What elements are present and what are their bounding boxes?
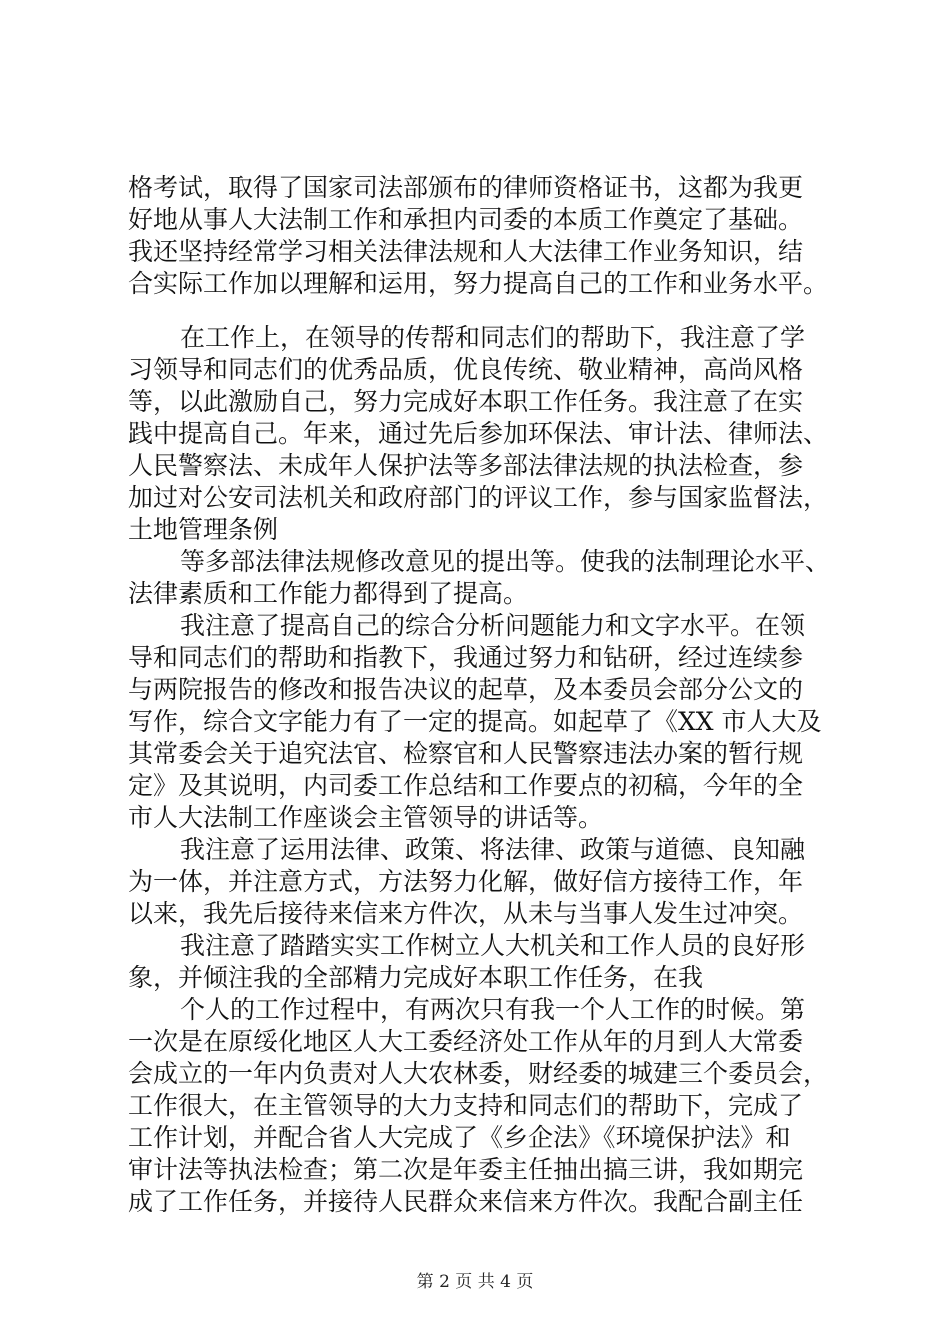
page-footer (0, 1272, 950, 1292)
text-line: 象，并倾注我的全部精力完成好本职工作任务，在我 (128, 963, 704, 992)
text-line: 我注意了踏踏实实工作树立人大机关和工作人员的良好形 (180, 931, 806, 960)
text-line: 会成立的一年内负责对人大农林委，财经委的城建三个委员会， (128, 1059, 829, 1088)
text-line: 好地从事人大法制工作和承担内司委的本质工作奠定了基础。 (128, 205, 804, 234)
text-line: 为一体，并注意方式，方法努力化解，做好信方接待工作，年 (128, 867, 804, 896)
text-line: 以来，我先后接待来信来方件次，从未与当事人发生过冲突。 (128, 899, 804, 928)
text-line: 我注意了运用法律、政策、将法律、政策与道德、良知融 (180, 835, 806, 864)
text-line: 定》及其说明，内司委工作总结和工作要点的初稿，今年的全 (128, 771, 804, 800)
text-line: 在工作上，在领导的传帮和同志们的帮助下，我注意了学 (180, 323, 806, 352)
text-line: 践中提高自己。年来，通过先后参加环保法、审计法、律师法、 (128, 419, 829, 448)
document-body (128, 172, 848, 1218)
text-line: 我还坚持经常学习相关法律法规和人大法律工作业务知识，结 (128, 237, 804, 266)
text-line: 等多部法律法规修改意见的提出等。使我的法制理论水平、 (180, 547, 831, 576)
text-line: 工作很大，在主管领导的大力支持和同志们的帮助下，完成了 (128, 1091, 804, 1120)
text-line: 土地管理条例 (128, 515, 279, 544)
text-line: 习领导和同志们的优秀品质，优良传统、敬业精神，高尚风格 (128, 355, 804, 384)
paragraph-gap (128, 300, 848, 322)
text-line: 法律素质和工作能力都得到了提高。 (128, 579, 529, 608)
text-line: 市人大法制工作座谈会主管领导的讲话等。 (128, 803, 604, 832)
text-line: 人民警察法、未成年人保护法等多部法律法规的执法检查，参 (128, 451, 804, 480)
text-line: 审计法等执法检查；第二次是年委主任抽出搞三讲，我如期完 (128, 1155, 804, 1184)
text-line: 一次是在原绥化地区人大工委经济处工作从年的月到人大常委 (128, 1027, 804, 1056)
text-line: 合实际工作加以理解和运用，努力提高自己的工作和业务水平。 (128, 269, 829, 298)
text-line: 格考试，取得了国家司法部颁布的律师资格证书，这都为我更 (128, 173, 804, 202)
text-line: 与两院报告的修改和报告决议的起草，及本委员会部分公文的 (128, 675, 804, 704)
text-line: 其常委会关于追究法官、检察官和人民警察违法办案的暂行规 (128, 739, 804, 768)
text-line: 等，以此激励自己，努力完成好本职工作任务。我注意了在实 (128, 387, 804, 416)
text-line: 个人的工作过程中，有两次只有我一个人工作的时候。第 (180, 995, 806, 1024)
text-line: 加过对公安司法机关和政府部门的评议工作，参与国家监督法， (128, 483, 829, 512)
text-line: 成了工作任务，并接待人民群众来信来方件次。我配合副主任 (128, 1187, 804, 1216)
text-line: 写作，综合文字能力有了一定的提高。如起草了《XX 市人大及 (128, 707, 822, 736)
text-line: 我注意了提高自己的综合分析问题能力和文字水平。在领 (180, 611, 806, 640)
text-line: 导和同志们的帮助和指教下，我通过努力和钻研，经过连续参 (128, 643, 804, 672)
page-number-label: 第 2 页 共 4 页 (416, 1272, 534, 1292)
text-line: 工作计划，并配合省人大完成了《乡企法》《环境保护法》和 (128, 1123, 791, 1152)
